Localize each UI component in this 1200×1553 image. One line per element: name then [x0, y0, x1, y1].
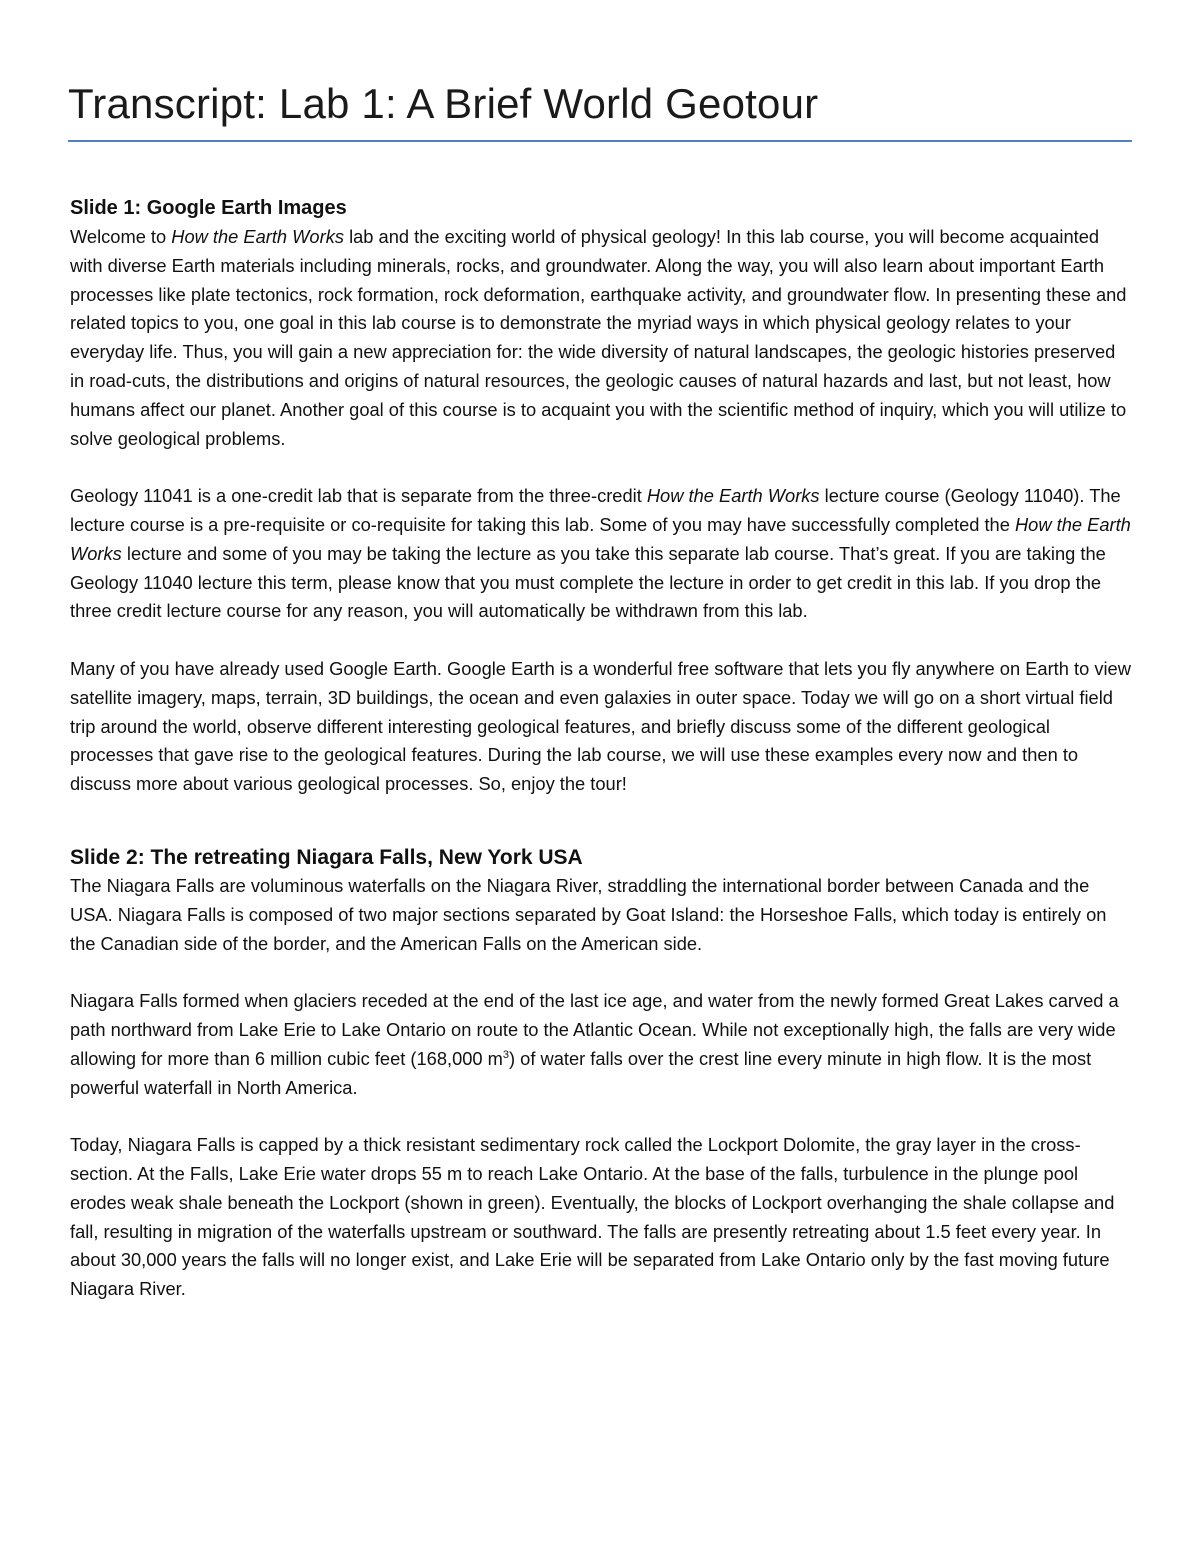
- slide-1-p2-italic-title-2: How the Earth Works: [70, 513, 1131, 564]
- title-underline-rule: [68, 140, 1132, 142]
- slide-1-p2-text-c: lecture course (Geology 11040). The lecture course is a pre-requisite or co-requisite for taking this lab. Some of you may have successfully completed the: [70, 485, 1121, 535]
- slide-2-heading: Slide 2: The retreating Niagara Falls, New York USA: [70, 845, 583, 869]
- slide-1-p2-italic-title-1: How the Earth Works: [646, 485, 820, 507]
- slide-2-paragraph-2: [70, 987, 1132, 1102]
- slide-2-p2-text-a: Niagara Falls formed when glaciers receded at the end of the last ice age, and water from the newly formed Great Lakes carved a path northward from Lake Erie to Lake Ontario on route to the Atlantic Ocean. While not exceptionally high, the falls are very wide allowing for more than 6 million cubic feet (168,000 m: [70, 990, 1119, 1069]
- slide-1-section: [70, 194, 1132, 799]
- slide-1-paragraph-2: [70, 482, 1132, 626]
- slide-1-p1-text-a: Welcome to: [70, 226, 172, 247]
- slide-1-paragraph-1: [70, 223, 1132, 453]
- slide-1-p1-italic-title: How the Earth Works: [171, 226, 344, 247]
- slide-1-p2-text-a: Geology 11041 is a one-credit lab that is separate from the three-credit: [70, 485, 647, 507]
- slide-2-paragraph-1: The Niagara Falls are voluminous waterfalls on the Niagara River, straddling the international border between Canada and the USA. Niagara Falls is composed of two major sections separated by Goat Island: the Horseshoe Falls, which today is entirely on the Canadian side of the border, and the American Falls on the American side.: [70, 874, 1107, 954]
- slide-2-section: [70, 843, 1132, 1304]
- document-body: [70, 194, 1132, 1304]
- slide-2-p2-superscript: 3: [502, 1048, 510, 1061]
- slide-2-p2-text-b: ) of water falls over the crest line every minute in high flow. It is the most powerful waterfall in North America.: [70, 1047, 1092, 1098]
- section-spacer: [70, 799, 1132, 843]
- slide-1-p2-text-e: lecture and some of you may be taking the lecture as you take this separate lab course. That’s great. If you are taking the Geology 11040 lecture this term, please know that you must complete the lecture in order to get credit in this lab. If you drop the three credit lecture course for any reason, you will automatically be withdrawn from this lab.: [70, 542, 1106, 622]
- document-title: Transcript: Lab 1: A Brief World Geotour: [68, 80, 819, 127]
- slide-1-p1-text-c: lab and the exciting world of physical geology! In this lab course, you will become acquainted with diverse Earth materials including minerals, rocks, and groundwater. Along the way, you will also learn about important Earth processes like plate tectonics, rock formation, rock deformation, earthquake activity, and groundwater flow. In presenting these and related topics to you, one goal in this lab course is to demonstrate the myriad ways in which physical geology relates to your everyday life. Thus, you will gain a new appreciation for: the wide diversity of natural landscapes, the geologic histories preserved in road-cuts, the distributions and origins of natural resources, the geologic causes of natural hazards and last, but not least, how humans affect our planet. Another goal of this course is to acquaint you with the scientific method of inquiry, which you will utilize to solve geological problems.: [70, 226, 1127, 449]
- slide-1-heading: Slide 1: Google Earth Images: [70, 197, 347, 219]
- slide-1-paragraph-3: Many of you have already used Google Earth. Google Earth is a wonderful free software that lets you fly anywhere on Earth to view satellite imagery, maps, terrain, 3D buildings, the ocean and even galaxies in outer space. Today we will go on a short virtual field trip around the world, observe different interesting geological features, and briefly discuss some of the different geological processes that gave rise to the geological features. During the lab course, we will use these examples every now and then to discuss more about various geological processes. So, enjoy the tour!: [70, 657, 1131, 795]
- slide-2-paragraph-3: Today, Niagara Falls is capped by a thick resistant sedimentary rock called the Lockport Dolomite, the gray layer in the cross-section. At the Falls, Lake Erie water drops 55 m to reach Lake Ontario. At the base of the falls, turbulence in the plunge pool erodes weak shale beneath the Lockport (shown in green). Eventually, the blocks of Lockport overhanging the shale collapse and fall, resulting in migration of the waterfalls upstream or southward. The falls are presently retreating about 1.5 feet every year. In about 30,000 years the falls will no longer exist, and Lake Erie will be separated from Lake Ontario only by the fast moving future Niagara River.: [70, 1134, 1115, 1300]
